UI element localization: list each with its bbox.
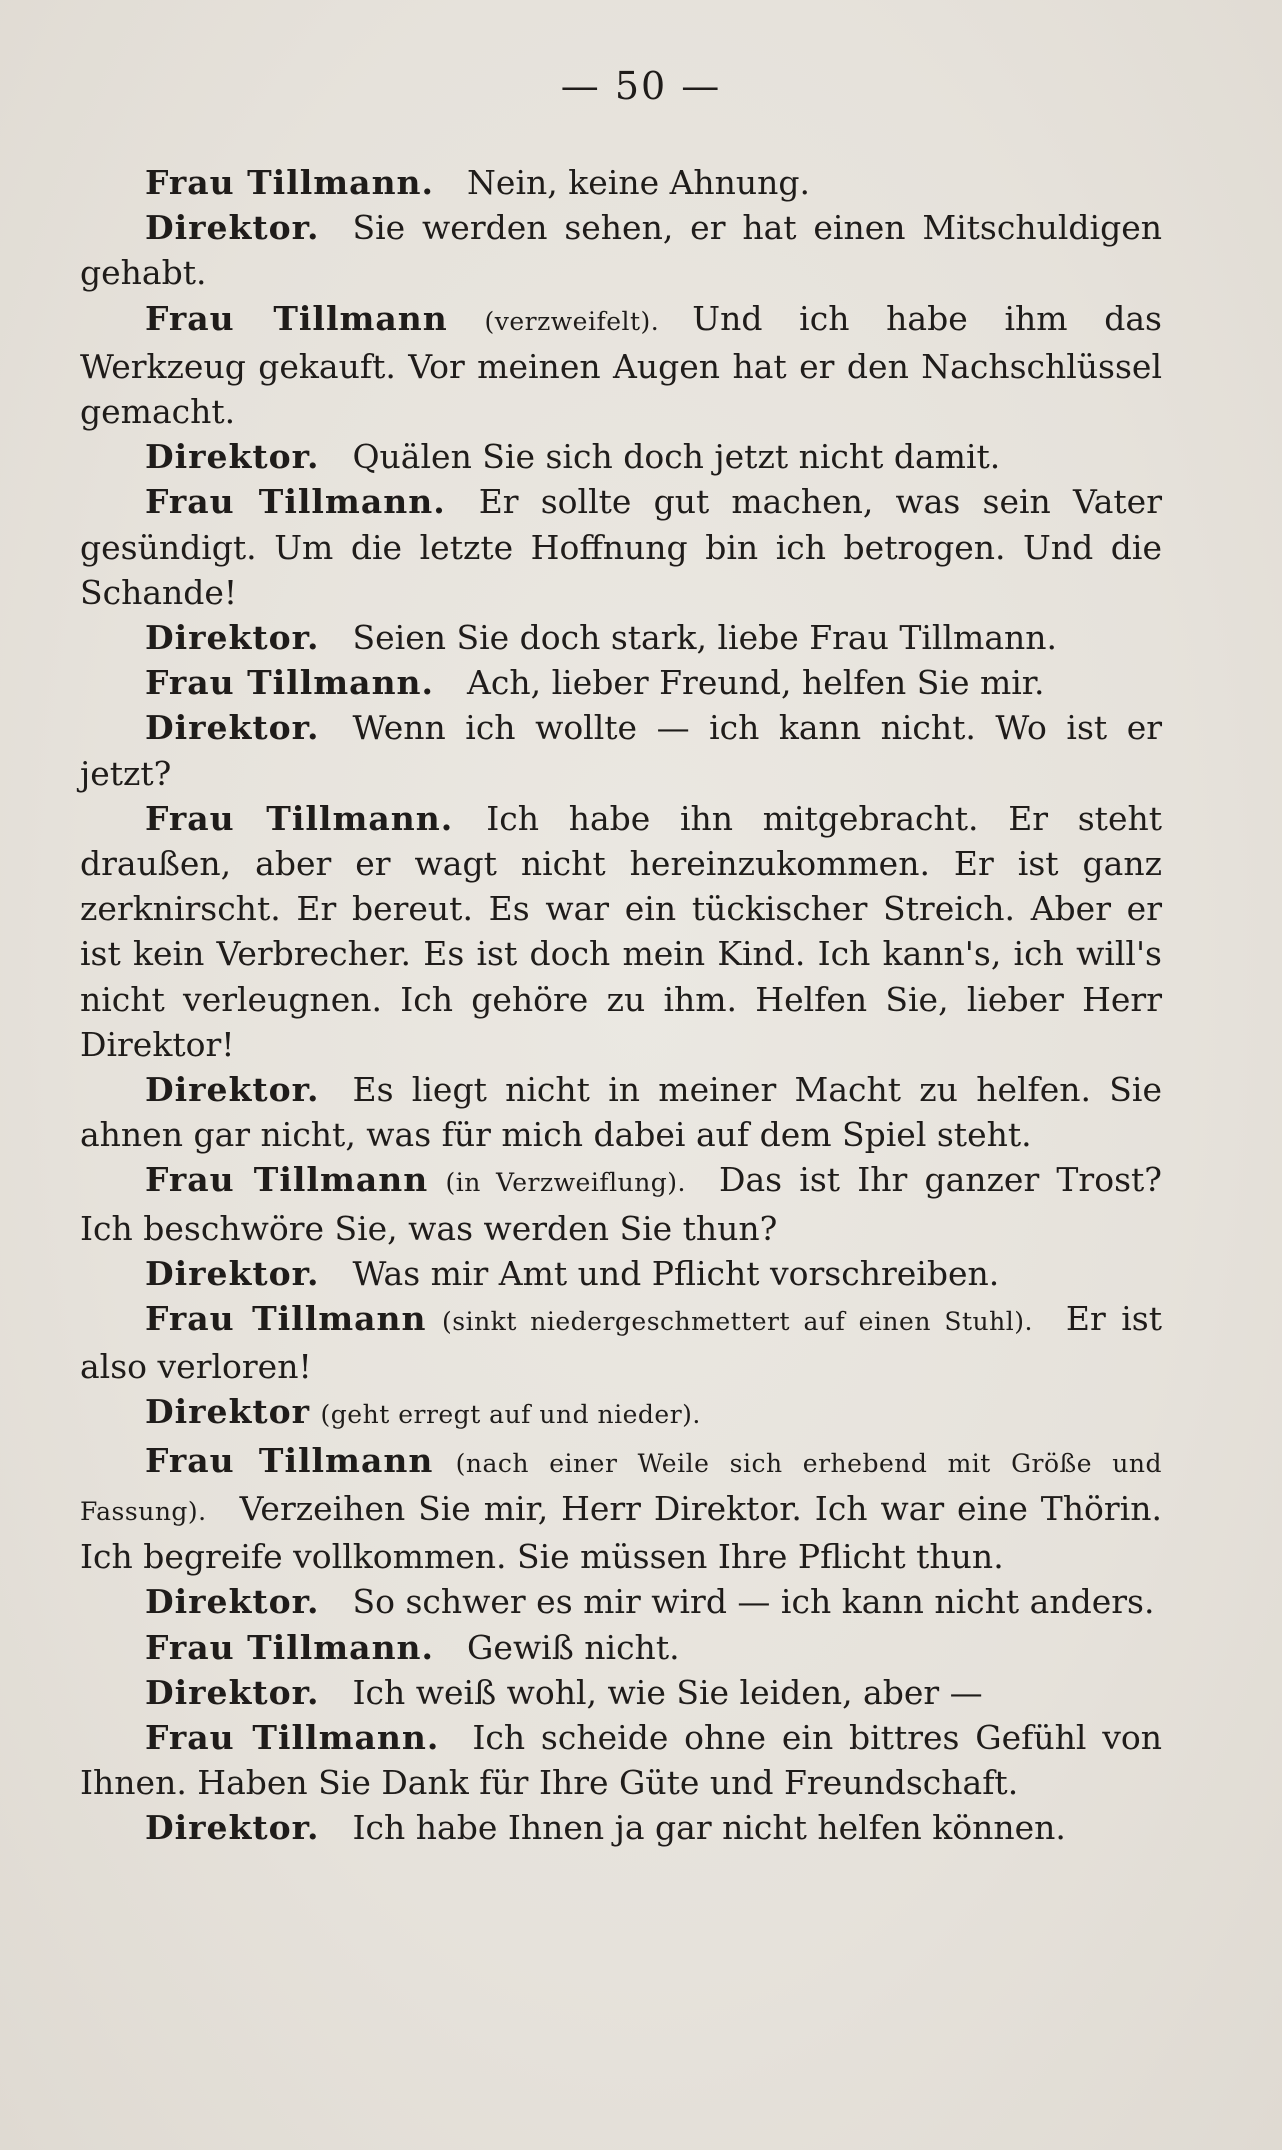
speaker-name: Frau Tillmann. — [145, 1627, 435, 1667]
dialogue-paragraph — [80, 205, 1162, 295]
speaker-name: Frau Tillmann. — [145, 482, 446, 522]
speaker-name: Direktor. — [145, 708, 320, 748]
spoken-line: Ich scheide ohne ein bittres Gefühl von Ihnen. Haben Sie Dank für Ihre Güte und Freundschaft. — [80, 1717, 1162, 1803]
dialogue-paragraph — [80, 705, 1162, 795]
dialogue-paragraph — [80, 1251, 1162, 1296]
dialogue-paragraph — [80, 434, 1162, 479]
dialogue-paragraph — [80, 1389, 1162, 1437]
spoken-line: Sie werden sehen, er hat einen Mitschuldigen gehabt. — [80, 208, 1162, 293]
speaker-name: Frau Tillmann. — [145, 663, 435, 703]
dialogue-paragraph — [80, 1296, 1162, 1389]
stage-direction: (verzweifelt). — [484, 306, 660, 336]
spoken-line: Ich habe Ihnen ja gar nicht helfen können. — [352, 1808, 1066, 1848]
spoken-line: Ich habe ihn mitgebracht. Er steht draußen, aber er wagt nicht hereinzukommen. Er ist ganz zerknirscht. Er bereut. Es war ein tückischer Streich. Aber er ist kein Verbrecher. Es ist doch mein Kind. Ich kann's, ich will's nicht verleugnen. Ich gehöre zu ihm. Helfen Sie, lieber Herr Direktor! — [80, 798, 1162, 1064]
spoken-line: Und ich habe ihm das Werkzeug gekauft. Vor meinen Augen hat er den Nachschlüssel gemacht. — [80, 298, 1162, 432]
speaker-name: Direktor. — [145, 1070, 320, 1110]
dialogue-paragraph — [80, 1625, 1162, 1670]
speaker-name: Frau Tillmann. — [145, 163, 435, 202]
dialogue-text — [80, 160, 1162, 1851]
speaker-name: Direktor — [145, 1392, 311, 1432]
speaker-name: Direktor. — [145, 437, 320, 477]
dialogue-paragraph — [80, 160, 1162, 205]
speaker-name: Direktor. — [145, 208, 320, 248]
spoken-line: Er ist also verloren! — [80, 1299, 1162, 1387]
dialogue-paragraph — [80, 660, 1162, 705]
speaker-name: Frau Tillmann — [145, 1160, 429, 1200]
stage-direction: (sinkt niedergeschmettert auf einen Stuhl). — [442, 1307, 1033, 1337]
spoken-line: Er sollte gut machen, was sein Vater gesündigt. Um die letzte Hoffnung bin ich betrogen. Und die Schande! — [80, 482, 1162, 612]
spoken-line: Das ist Ihr ganzer Trost? Ich beschwöre Sie, was werden Sie thun? — [80, 1160, 1162, 1248]
speaker-name: Direktor. — [145, 618, 320, 658]
dialogue-paragraph — [80, 1670, 1162, 1715]
dialogue-paragraph — [80, 296, 1162, 435]
dialogue-paragraph — [80, 1579, 1162, 1624]
spoken-line: Quälen Sie sich doch jetzt nicht damit. — [352, 437, 1001, 477]
speaker-name: Frau Tillmann — [145, 1299, 427, 1339]
speaker-name: Direktor. — [145, 1253, 320, 1293]
spoken-line: So schwer es mir wird — ich kann nicht anders. — [352, 1582, 1155, 1622]
dialogue-paragraph — [80, 1067, 1162, 1157]
page-number: — 50 — — [560, 64, 722, 108]
spoken-line: Wenn ich wollte — ich kann nicht. Wo ist er jetzt? — [80, 708, 1162, 793]
spoken-line: Was mir Amt und Pflicht vorschreiben. — [352, 1253, 1000, 1293]
stage-direction: (in Verzweiflung). — [445, 1168, 686, 1198]
spoken-line: Verzeihen Sie mir, Herr Direktor. Ich war eine Thörin. Ich begreife vollkommen. Sie müssen Ihre Pflicht thun. — [80, 1488, 1162, 1577]
spoken-line: Nein, keine Ahnung. — [467, 163, 811, 202]
dialogue-paragraph — [80, 1157, 1162, 1250]
dialogue-paragraph — [80, 615, 1162, 660]
dialogue-paragraph — [80, 1438, 1162, 1580]
dialogue-paragraph — [80, 796, 1162, 1067]
dialogue-paragraph — [80, 1715, 1162, 1805]
spoken-line: Ach, lieber Freund, helfen Sie mir. — [467, 663, 1045, 703]
speaker-name: Direktor. — [145, 1808, 320, 1848]
speaker-name: Frau Tillmann. — [145, 798, 454, 838]
stage-direction: (nach einer Weile sich erhebend mit Größe und Fassung). — [80, 1448, 1162, 1526]
spoken-line: Gewiß nicht. — [467, 1627, 680, 1667]
spoken-line: Ich weiß wohl, wie Sie leiden, aber — — [352, 1672, 983, 1712]
speaker-name: Frau Tillmann. — [145, 1717, 440, 1757]
speaker-name: Frau Tillmann — [145, 298, 448, 338]
speaker-name: Direktor. — [145, 1672, 320, 1712]
spoken-line: Seien Sie doch stark, liebe Frau Tillmann. — [352, 618, 1057, 658]
spoken-line: Es liegt nicht in meiner Macht zu helfen. Sie ahnen gar nicht, was für mich dabei auf dem Spiel steht. — [80, 1070, 1162, 1155]
dialogue-paragraph — [80, 1805, 1162, 1850]
speaker-name: Frau Tillmann — [145, 1440, 434, 1480]
dialogue-paragraph — [80, 479, 1162, 615]
speaker-name: Direktor. — [145, 1582, 320, 1622]
stage-direction: (geht erregt auf und nieder). — [320, 1400, 701, 1430]
